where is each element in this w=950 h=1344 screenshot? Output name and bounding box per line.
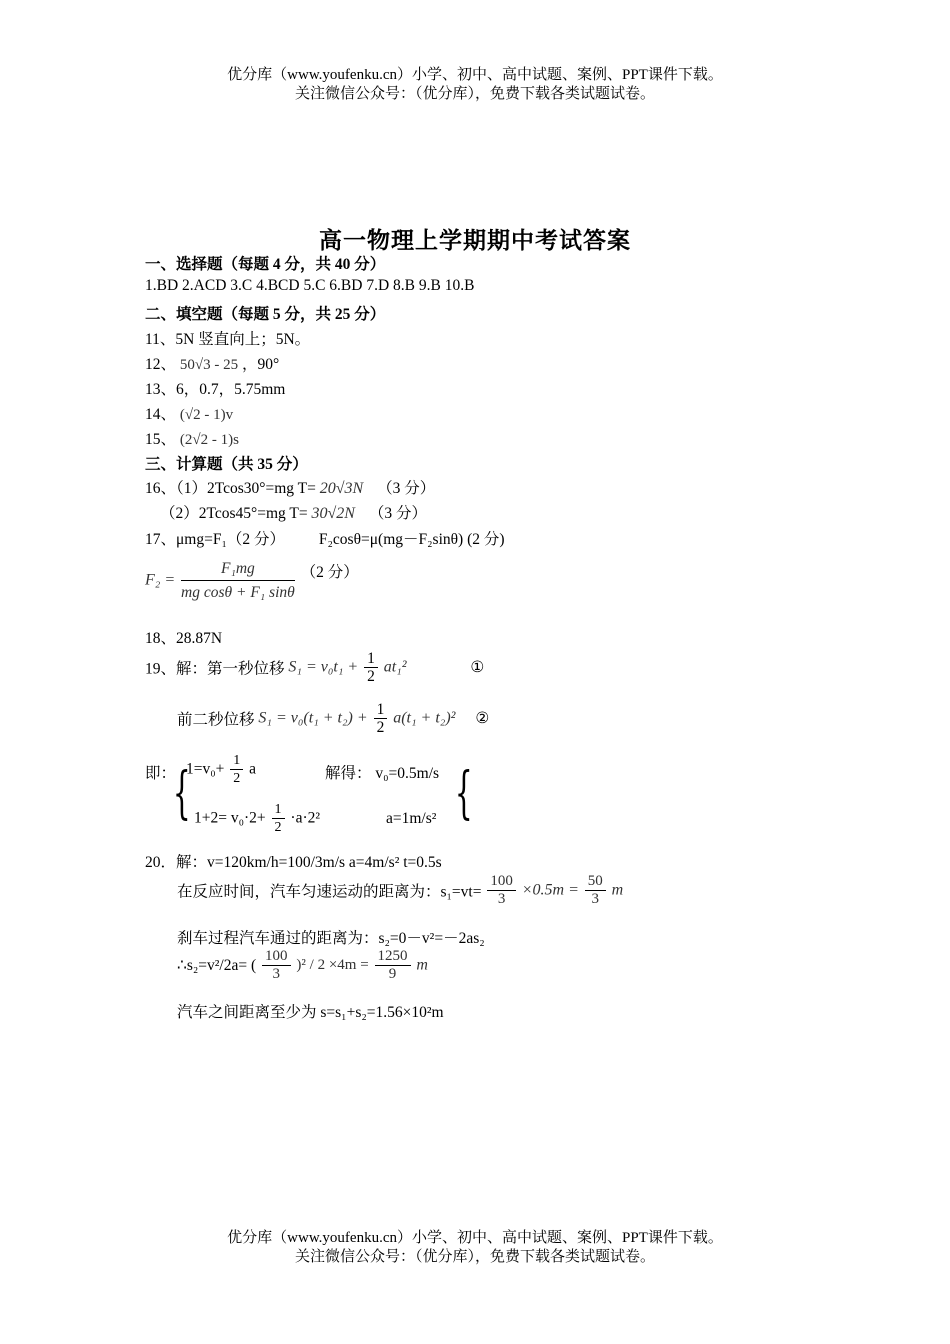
frac-den: 9 <box>388 966 397 982</box>
choice-answers: 1.BD 2.ACD 3.C 4.BCD 5.C 6.BD 7.D 8.B 9.B 10.B <box>145 277 475 294</box>
q19-solve: 解得： v₀=0.5m/s <box>325 765 440 782</box>
answer-q16-part2 <box>160 501 427 523</box>
sys1-b: a <box>249 760 257 778</box>
frac-den: 3 <box>272 966 281 982</box>
header-line-2: 关注微信公众号：（优分库），免费下载各类试题试卷。 <box>294 86 655 102</box>
answer-q13: 13、6，0.7，5.75mm <box>145 381 286 398</box>
half-fraction <box>272 801 285 836</box>
q20b-frac1 <box>487 873 516 908</box>
q17-points: （2 分） <box>300 564 359 581</box>
q20b-frac2 <box>585 873 606 908</box>
answer-q20-line4 <box>177 948 428 983</box>
sys1-a: 1=v₀+ <box>186 760 225 778</box>
frac-num: 100 <box>487 873 516 891</box>
q19-label2: 前二秒位移 <box>177 711 255 729</box>
left-brace: { <box>172 761 191 826</box>
q19-eq1 <box>145 650 484 685</box>
q16b-math: 30√2N <box>311 505 355 522</box>
q14-math: (√2 - 1)v <box>179 407 234 423</box>
q19-eq1-lhs: S₁ = v₀t₁ + <box>288 658 359 676</box>
frac-den: 2 <box>274 820 282 835</box>
frac-den: 3 <box>591 891 600 907</box>
q15-label: 15、 <box>145 431 177 448</box>
right-brace: { <box>454 761 473 826</box>
q17b: F₂cosθ=μ(mg－F₂sinθ) (2 分) <box>318 531 505 548</box>
q20d-text: ∴s₂=v²/2a= ( <box>177 957 257 974</box>
answer-q14 <box>145 402 233 424</box>
answer-q17-line1 <box>145 527 505 549</box>
q17a: 17、μmg=F₁（2 分） <box>145 531 286 548</box>
q12-math: 50√3 - 25 <box>179 357 239 373</box>
q19-system-eq1 <box>186 752 256 787</box>
q20b-text: 在反应时间，汽车匀速运动的距离为：s₁=vt= <box>177 883 482 901</box>
half-fraction <box>230 752 243 787</box>
footer-line-1: 优分库（www.youfenku.cn）小学、初中、高中试题、案例、PPT课件下载。 <box>227 1230 723 1246</box>
q16a-text: 16、（1）2Tcos30°=mg T= <box>145 480 316 497</box>
footer-line-2: 关注微信公众号：（优分库），免费下载各类试题试卷。 <box>294 1249 655 1265</box>
section-fill-heading: 二、填空题（每题 5 分，共 25 分） <box>145 306 386 323</box>
q19-a-result: a=1m/s² <box>386 810 437 827</box>
q17-lhs: F₂ = <box>145 571 176 589</box>
frac-den: 2 <box>367 668 375 685</box>
section-calc-heading: 三、计算题（共 35 分） <box>145 456 308 473</box>
answer-q20-line3: 刹车过程汽车通过的距离为：s₂=0－v²=－2as₂ <box>177 930 485 947</box>
answer-q20-line2 <box>177 873 623 908</box>
answer-q20-line5: 汽车之间距离至少为 s=s₁+s₂=1.56×10²m <box>177 1004 444 1021</box>
page-title: 高一物理上学期期中考试答案 <box>319 228 631 253</box>
q20d-frac1 <box>262 948 291 983</box>
frac-den: 2 <box>376 719 385 736</box>
q17-formula <box>145 560 359 601</box>
q14-label: 14、 <box>145 406 177 423</box>
q17-denominator: mg cosθ + F₁ sinθ <box>181 584 295 601</box>
q19-eq2-lhs: S₁ = v₀(t₁ + t₂) + <box>258 709 368 727</box>
page-header <box>0 66 950 104</box>
q20d-mid: )² / 2 ×4m = <box>296 957 369 973</box>
q19-label: 19、解：第一秒位移 <box>145 660 285 678</box>
q19-mark-1: ① <box>470 659 485 676</box>
section-choice-heading: 一、选择题（每题 4 分，共 40 分） <box>145 256 386 273</box>
answer-q16-part1 <box>145 476 435 498</box>
sys2-b: ·a·2² <box>290 809 321 827</box>
frac-den: 3 <box>497 891 506 907</box>
half-fraction <box>374 701 388 736</box>
frac-num: 1 <box>272 801 285 819</box>
q12-label: 12、 <box>145 356 177 373</box>
q19-eq2 <box>177 701 489 736</box>
q20b-unit: m <box>611 881 624 899</box>
frac-den: 2 <box>233 771 241 786</box>
frac-num: 50 <box>585 873 606 891</box>
q19-system-eq2 <box>194 801 320 836</box>
frac-num: 1 <box>374 701 388 719</box>
q20d-frac2 <box>375 948 411 983</box>
frac-num: 1 <box>364 650 378 668</box>
page-footer <box>0 1229 950 1267</box>
q20d-unit: m <box>416 956 428 974</box>
answer-q11: 11、5N 竖直向上；5N。 <box>145 331 311 348</box>
sys2-a: 1+2= v₀·2+ <box>194 809 266 827</box>
answer-q12 <box>145 352 279 374</box>
header-line-1: 优分库（www.youfenku.cn）小学、初中、高中试题、案例、PPT课件下载。 <box>227 67 723 83</box>
q16a-points: （3 分） <box>377 480 436 497</box>
q19-mark-2: ② <box>475 710 490 727</box>
frac-num: 100 <box>262 948 291 966</box>
q20b-mid: ×0.5m = <box>521 881 579 899</box>
q19-eq1-rhs: at₁² <box>383 658 407 676</box>
q16b-points: （3 分） <box>368 505 427 522</box>
half-fraction <box>364 650 378 685</box>
q19-eq2-rhs: a(t₁ + t₂)² <box>393 709 456 727</box>
frac-num: 1 <box>230 752 243 770</box>
answer-q15 <box>145 427 239 449</box>
answer-q18: 18、28.87N <box>145 630 223 647</box>
q16b-text: （2）2Tcos45°=mg T= <box>160 505 308 522</box>
frac-num: 1250 <box>375 948 411 966</box>
q19-ji: 即： <box>145 765 177 782</box>
q17-fraction <box>181 560 295 601</box>
q17-numerator: F₁mg <box>181 560 295 581</box>
q16a-math: 20√3N <box>319 480 364 497</box>
q12-rest: ，90° <box>242 356 280 373</box>
answer-q20-line1: 20．解：v=120km/h=100/3m/s a=4m/s² t=0.5s <box>145 854 442 871</box>
q15-math: (2√2 - 1)s <box>179 432 239 448</box>
